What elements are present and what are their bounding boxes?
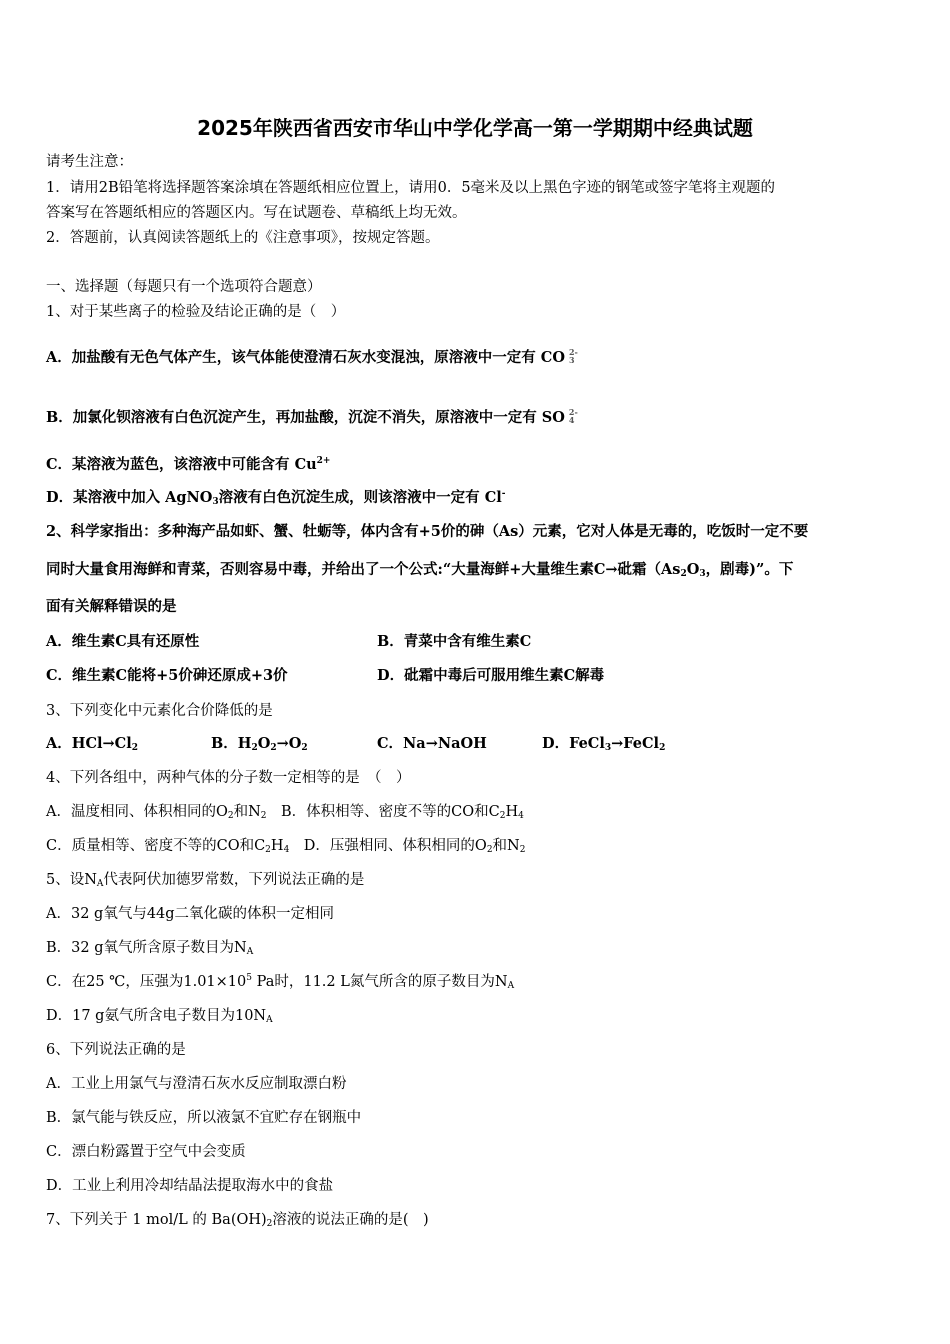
q4-stem: 4、下列各组中，两种气体的分子数一定相等的是 （ ） (46, 770, 411, 786)
q6-stem: 6、下列说法正确的是 (46, 1042, 186, 1058)
q2-stem-line-1: 2、科学家指出：多种海产品如虾、蟹、牡蛎等，体内含有+5价的砷（As）元素，它对人体是无毒的，吃饭时一定不要 (46, 523, 809, 540)
q6-option-a: A．工业上用氯气与澄清石灰水反应制取漂白粉 (46, 1076, 347, 1092)
q5-option-d: D．17 g氨气所含电子数目为$10N_A$ (46, 1008, 273, 1025)
q4-options-cd: C．质量相等、密度不等的CO和$C_2H_4$ D．压强相同、体积相同的$O_2$和$N_2$ (46, 838, 526, 855)
q6-option-b: B．氯气能与铁反应，所以液氯不宜贮存在钢瓶中 (46, 1110, 362, 1126)
q5-option-a: A．32 g氧气与44g二氧化碳的体积一定相同 (46, 906, 335, 922)
q6-option-d: D．工业上利用冷却结晶法提取海水中的食盐 (46, 1178, 334, 1194)
q2-option-c: C．维生素C能将+5价砷还原成+3价 (46, 667, 288, 684)
q2-stem-line-2: 同时大量食用海鲜和青菜，否则容易中毒，并给出了一个公式:“大量海鲜+大量维生素C→砒霜（$As_2O_3$，剧毒)”。下 (46, 561, 794, 579)
q5-option-c: C．在25 ℃，压强为$1.01\times 10^5$ Pa时，11.2 L氮气所含的原子数目为$N_A$ (46, 973, 515, 991)
q1-a-text: A．加盐酸有无色气体产生，该气体能使澄清石灰水变混浊，原溶液中一定有 CO (46, 349, 565, 366)
q1-option-d: D．某溶液中加入 AgNO$_3$溶液有白色沉淀生成，则该溶液中一定有 Cl- (46, 489, 506, 507)
notice-item-1a: 1．请用2B铅笔将选择题答案涂填在答题纸相应位置上，请用0．5毫米及以上黑色字迹的钢笔或签字笔将主观题的 (46, 180, 776, 196)
notice-heading: 请考生注意： (46, 154, 133, 170)
q2-option-d: D．砒霜中毒后可服用维生素C解毒 (377, 667, 605, 684)
notice-item-2: 2．答题前，认真阅读答题纸上的《注意事项》，按规定答题。 (46, 230, 440, 246)
q5-option-b: B．32 g氧气所含原子数目为$N_A$ (46, 940, 254, 957)
q3-option-c: C．Na→NaOH (377, 735, 487, 752)
q1-stem: 1、对于某些离子的检验及结论正确的是（ ） (46, 304, 346, 320)
section-heading: 一、选择题（每题只有一个选项符合题意） (46, 279, 322, 295)
q1-option-b (46, 407, 578, 428)
q3-option-a: A．$HCl\to Cl_2$ (46, 735, 138, 753)
q1-option-c: C．某溶液为蓝色，该溶液中可能含有 $Cu^{2+}$ (46, 456, 331, 473)
q1-b-text: B．加氯化钡溶液有白色沉淀产生，再加盐酸，沉淀不消失，原溶液中一定有 SO (46, 409, 565, 426)
q2-option-b: B．青菜中含有维生素C (377, 633, 532, 650)
page-title: 2025年陕西省西安市华山中学化学高一第一学期期中经典试题 (197, 116, 753, 140)
q1-a-charge: 2- 3 (568, 347, 578, 365)
q7-stem: 7、下列关于 1 mol/L 的 $Ba(OH)_2$溶液的说法正确的是( ) (46, 1212, 429, 1229)
notice-item-1b: 答案写在答题纸相应的答题区内。写在试题卷、草稿纸上均无效。 (46, 205, 467, 221)
q5-stem: 5、设$N_A$代表阿伏加德罗常数，下列说法正确的是 (46, 872, 365, 889)
q3-stem: 3、下列变化中元素化合价降低的是 (46, 703, 273, 719)
q1-b-charge: 2- 4 (568, 407, 578, 425)
q2-option-a: A．维生素C具有还原性 (46, 633, 200, 650)
q2-stem-line-3: 面有关解释错误的是 (46, 598, 177, 615)
q4-options-ab: A．温度相同、体积相同的$O_2$和$N_2$ B．体积相等、密度不等的CO和$C_2H_4$ (46, 804, 524, 821)
q1-option-a (46, 347, 578, 368)
q6-option-c: C．漂白粉露置于空气中会变质 (46, 1144, 246, 1160)
q3-option-d: D．FeCl$_3$→FeCl$_2$ (542, 735, 666, 753)
q3-option-b: B．$H_2O_2\to O_2$ (211, 735, 308, 753)
